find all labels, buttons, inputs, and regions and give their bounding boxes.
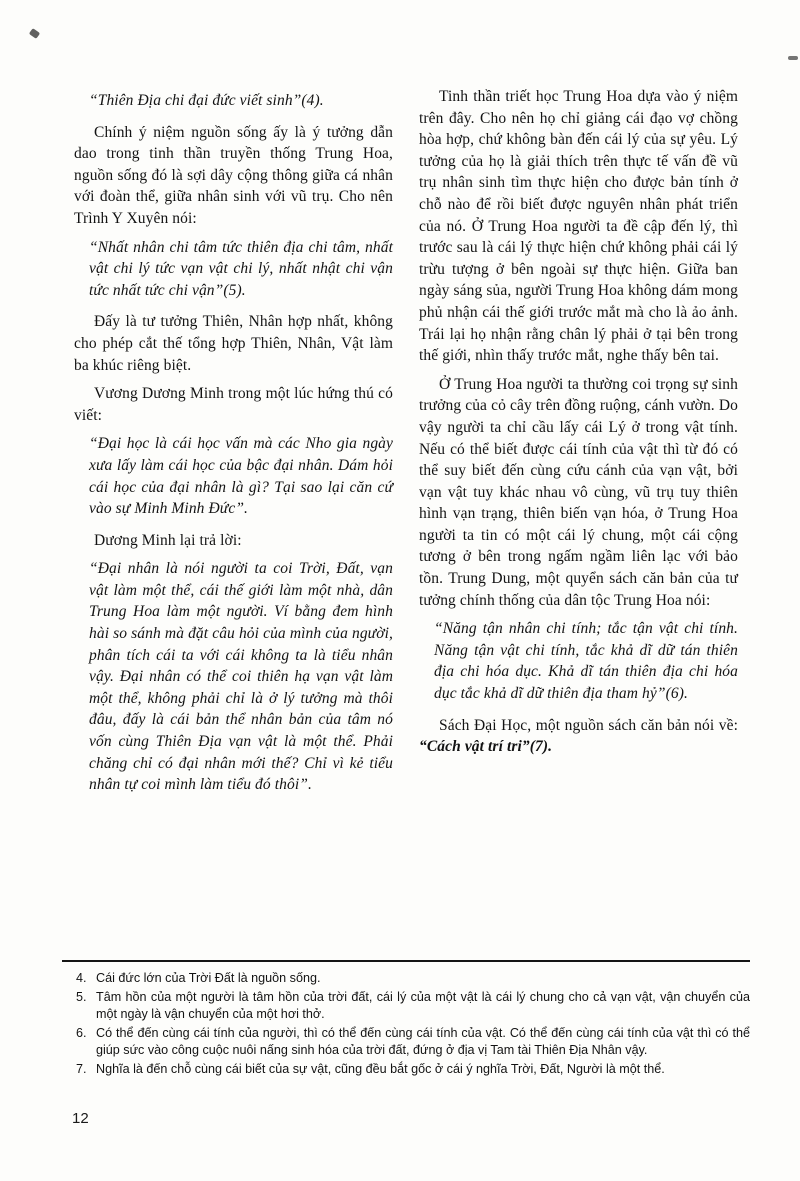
footnote-number: 4. <box>76 971 87 985</box>
paragraph: Dương Minh lại trả lời: <box>94 531 242 549</box>
quote-paragraph: “Thiên Địa chi đại đức viết sinh”(4). <box>89 92 324 109</box>
left-column <box>74 86 393 806</box>
quote-paragraph: “Năng tận nhân chi tính; tắc tận vật chi tính. Năng tận vật chi tính, tắc khả dĩ dữ tán thiên địa chi hóa dục. Khả dĩ tán thiên địa chi hóa dục tắc khả dĩ dữ thiên địa tham hỷ”(6). <box>434 620 738 703</box>
footnote-number: 6. <box>76 1025 87 1040</box>
footnote-text: Có thể đến cùng cái tính của người, thì có thể đến cùng cái tính của vật. Có thể đến cùng cái tính của vật thì có thể giúp sức vào công cuộc nuôi nấng sinh hóa của trời đất, đứng ở địa vị Tam tài Thiên Địa Nhân vậy. <box>96 1025 750 1057</box>
footnote-text: Nghĩa là đến chỗ cùng cái biết của sự vật, cũng đều bắt gốc ở cái ý nghĩa Trời, Đất, Người là một thể. <box>96 1061 665 1076</box>
quote-paragraph: “Đại học là cái học vấn mà các Nho gia ngày xưa lấy làm cái học của bậc đại nhân. Dám hỏi cái học của đại nhân là gì? Tại sao lại căn cứ vào sự Minh Minh Đức”. <box>89 435 393 518</box>
quote-paragraph: “Nhất nhân chi tâm tức thiên địa chi tâm, nhất vật chi lý tức vạn vật chi lý, nhất nhật chi vận tức nhất tức chi vận”(5). <box>89 238 393 299</box>
footnote <box>62 989 750 1024</box>
paragraph <box>419 715 738 758</box>
footnote-divider <box>62 960 750 962</box>
footnote <box>62 1061 750 1079</box>
paragraph: Chính ý niệm nguồn sống ấy là ý tưởng dẫn dao trong tinh thần truyền thống Trung Hoa, nguồn sống đó là sợi dây cộng thông giữa cá nhân với đoàn thể, giữa nhân sinh với vũ trụ. Cho nên Trình Y Xuyên nói: <box>74 123 393 227</box>
footnote <box>62 970 750 988</box>
scan-artifact-top-left <box>29 28 40 39</box>
paragraph-text: Sách Đại Học, một nguồn sách căn bản nói về: <box>439 716 738 734</box>
footnote-number: 5. <box>76 989 87 1004</box>
footnote-number: 7. <box>76 1061 87 1076</box>
scan-artifact-right-edge <box>788 56 798 60</box>
text-columns <box>74 86 738 806</box>
paragraph: Tinh thần triết học Trung Hoa dựa vào ý niệm trên đây. Cho nên họ chỉ giảng cái đạo vợ chồng hòa hợp, chứ không bàn đến cái lý của sự yêu. Lý tưởng của họ là giải thích trên thực tế vấn đề vũ trụ nhân sinh tìm thực hiện cho được bản tính ở chỗ nào để rồi biết được nguyên nhân phát triển của nó. Ở Trung Hoa người ta đề cập đến lý, thì trước sau là cái lý thực hiện chứ không phải cái lý trừu tượng ở bên ngoài sự thực hiện. Giữa ban ngày sáng sủa, người Trung Hoa không dám mong phủ nhận cái thế giới trước mắt mà cho là ảo ảnh. Trái lại họ nhận rằng chân lý phải ở tại bên trong thế giới, nhìn thấy trước mắt, nghe thấy bên tai. <box>419 88 738 365</box>
paragraph: Ở Trung Hoa người ta thường coi trọng sự sinh trưởng của cỏ cây trên đồng ruộng, cánh vườn. Do vậy người ta chỉ cầu lấy cái Lý ở trong vật tính. Nếu có thể biết được cái tính của vật thì từ đó có thể suy biết đến cùng cứu cánh của vạn vật, bởi vạn vật tuy khác nhau vô cùng, vũ trụ tuy thiên hình vạn trạng, thiên biến vạn hóa, ở Trung Hoa người ta tin có một cái lý chung, một cái cộng tương ở bên trong ngấm ngầm liên lạc với bảo tồn. Trung Dung, một quyển sách căn bản của tư tưởng chính thống của dân tộc Trung Hoa nói: <box>419 375 738 609</box>
inline-quote: “Cách vật trí tri”(7). <box>419 738 553 756</box>
right-column <box>419 86 738 806</box>
paragraph: Đấy là tư tưởng Thiên, Nhân hợp nhất, không cho phép cắt thế tổng hợp Thiên, Nhân, Vật làm ba khúc riêng biệt. <box>74 313 393 374</box>
paragraph: Vương Dương Minh trong một lúc hứng thú có viết: <box>74 385 393 424</box>
footnotes-section <box>62 960 750 1079</box>
quote-paragraph: “Đại nhân là nói người ta coi Trời, Đất, vạn vật làm một thể, cái thế giới làm một nhà, dân Trung Hoa làm một người. Ví bằng đem hình hài so sánh mà đặt câu hỏi của mình của người, phân tích cái ta với cái không ta là tiểu nhân vậy. Đại nhân có thể coi thiên hạ vạn vật làm một thể, không phải chỉ là ở lý tưởng mà thôi đâu, đấy là cái bản thể nhân bản của tâm nó vốn cùng Thiên Địa vạn vật là một thể. Phải chăng chỉ có đại nhân mới thế? Chỉ vì kẻ tiểu nhân tự coi mình làm tiểu đó thôi”. <box>89 560 393 794</box>
footnote-text: Tâm hồn của một người là tâm hồn của trời đất, cái lý của một vật là cái lý chung cho cả vạn vật, vận chuyển của một ngày là vận chuyển của một hơi thở. <box>96 989 750 1021</box>
page-number: 12 <box>72 1110 89 1127</box>
footnote <box>62 1025 750 1060</box>
footnote-text: Cái đức lớn của Trời Đất là nguồn sống. <box>96 971 321 985</box>
